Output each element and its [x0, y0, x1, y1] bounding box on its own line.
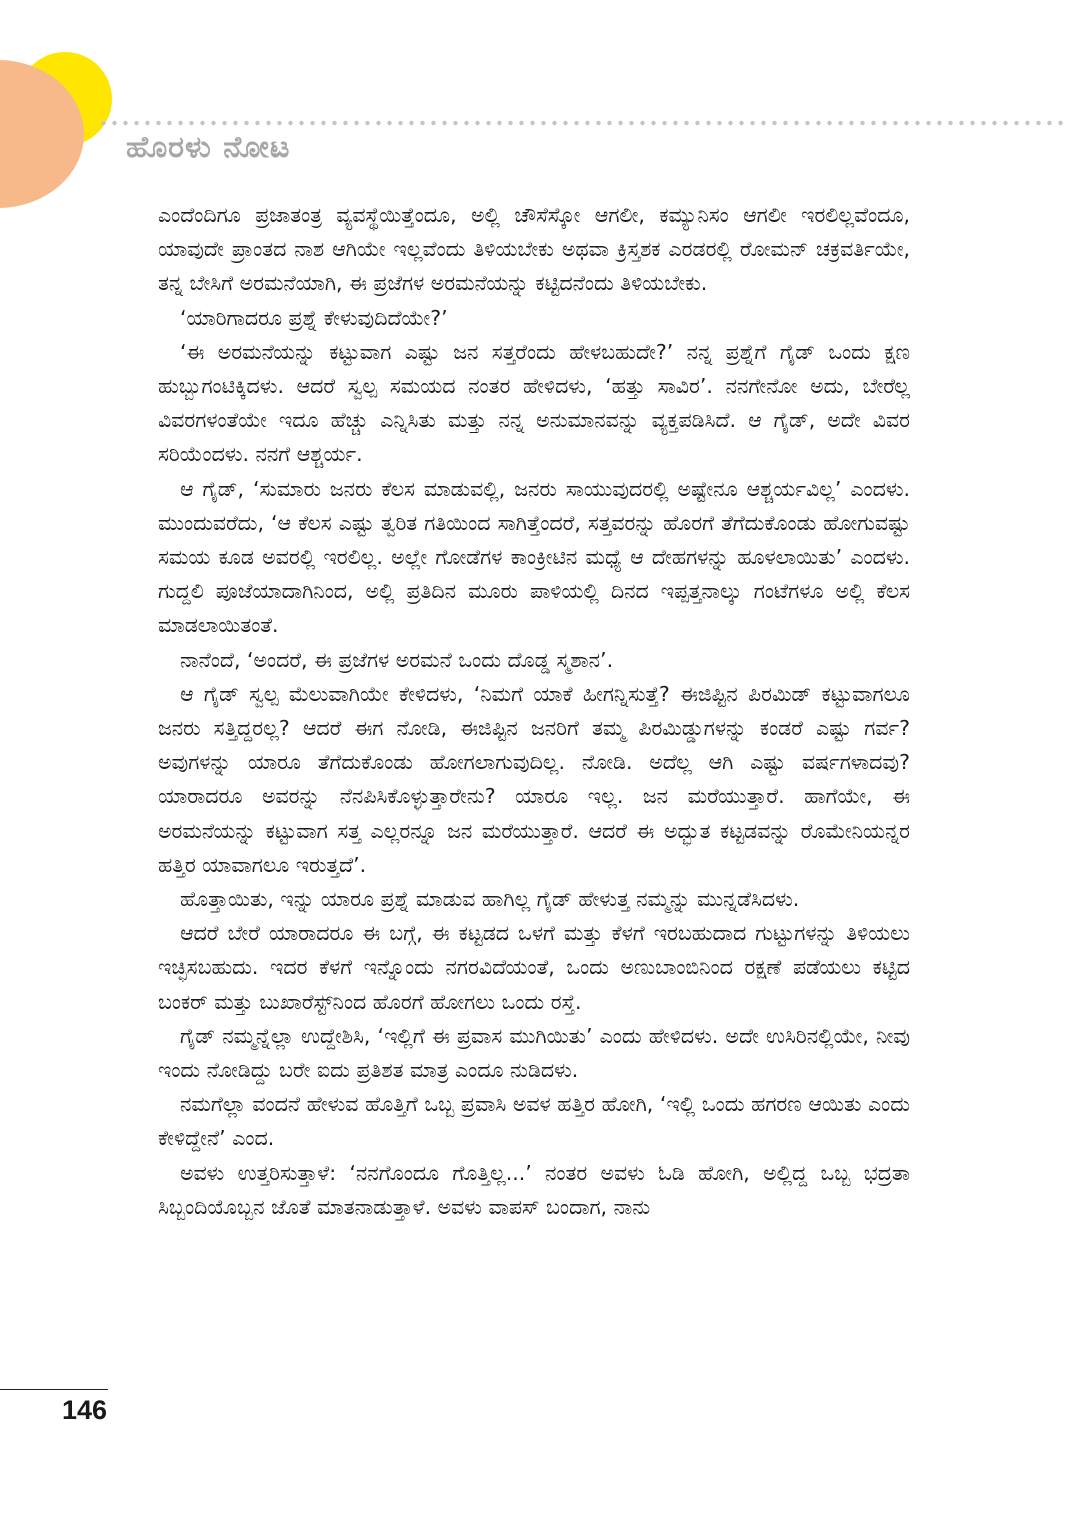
body-text [158, 198, 910, 1224]
paragraph: ‘ಯಾರಿಗಾದರೂ ಪ್ರಶ್ನೆ ಕೇಳುವುದಿದೆಯೇ?’ [180, 305, 448, 330]
dotted-header-rule [98, 120, 1068, 126]
paragraph: ಗೈಡ್ ನಮ್ಮನ್ನೆಲ್ಲಾ ಉದ್ದೇಶಿಸಿ, ‘ಇಲ್ಲಿಗೆ ಈ ಪ್ರವಾಸ ಮುಗಿಯಿತು’ ಎಂದು ಹೇಳಿದಳು. ಅದೇ ಉಸಿರಿನಲ್ಲಿಯೇ, ನೀವು ಇಂದು ನೋಡಿದ್ದು ಬರೇ ಐದು ಪ್ರತಿಶತ ಮಾತ್ರ ಎಂದೂ ನುಡಿದಳು. [158, 1023, 910, 1083]
paragraph: ಎಂದೆಂದಿಗೂ ಪ್ರಜಾತಂತ್ರ ವ್ಯವಸ್ಥೆಯಿತ್ತೆಂದೂ, ಅಲ್ಲಿ ಚೌಸೆಸ್ಕೋ ಆಗಲೀ, ಕಮ್ಯುನಿಸಂ ಆಗಲೀ ಇರಲಿಲ್ಲವೆಂದೂ, ಯಾವುದೇ ಪ್ರಾಂತದ ನಾಶ ಆಗಿಯೇ ಇಲ್ಲವೆಂದು ತಿಳಿಯಬೇಕು ಅಥವಾ ಕ್ರಿಸ್ತಶಕ ಎರಡರಲ್ಲಿ ರೋಮನ್ ಚಕ್ರವರ್ತಿಯೇ, ತನ್ನ ಬೇಸಿಗೆ ಅರಮನೆಯಾಗಿ, ಈ ಪ್ರಜೆಗಳ ಅರಮನೆಯನ್ನು ಕಟ್ಟಿದನೆಂದು ತಿಳಿಯಬೇಕು. [158, 203, 910, 296]
paragraph: ಅವಳು ಉತ್ತರಿಸುತ್ತಾಳೆ: ‘ನನಗೊಂದೂ ಗೊತ್ತಿಲ್ಲ...’ ನಂತರ ಅವಳು ಓಡಿ ಹೋಗಿ, ಅಲ್ಲಿದ್ದ ಒಬ್ಬ ಭದ್ರತಾ ಸಿಬ್ಬಂದಿಯೊಬ್ಬನ ಜೊತೆ ಮಾತನಾಡುತ್ತಾಳೆ. ಅವಳು ವಾಪಸ್ ಬಂದಾಗ, ನಾನು [158, 1160, 910, 1219]
paragraph: ‘ಈ ಅರಮನೆಯನ್ನು ಕಟ್ಟುವಾಗ ಎಷ್ಟು ಜನ ಸತ್ತರೆಂದು ಹೇಳಬಹುದೇ?’ ನನ್ನ ಪ್ರಶ್ನೆಗೆ ಗೈಡ್ ಒಂದು ಕ್ಷಣ ಹುಬ್ಬುಗಂಟಿಕ್ಕಿದಳು. ಆದರೆ ಸ್ವಲ್ಪ ಸಮಯದ ನಂತರ ಹೇಳಿದಳು, ‘ಹತ್ತು ಸಾವಿರ’. ನನಗೇನೋ ಅದು, ಬೇರೆಲ್ಲ ವಿವರಗಳಂತೆಯೇ ಇದೂ ಹೆಚ್ಚು ಎನ್ನಿಸಿತು ಮತ್ತು ನನ್ನ ಅನುಮಾನವನ್ನು ವ್ಯಕ್ತಪಡಿಸಿದೆ. ಆ ಗೈಡ್, ಅದೇ ವಿವರ ಸರಿಯೆಂದಳು. ನನಗೆ ಆಶ್ಚರ್ಯ. [158, 339, 911, 467]
page-number: 146 [62, 1395, 108, 1425]
paragraph: ಆ ಗೈಡ್ ಸ್ವಲ್ಪ ಮೆಲುವಾಗಿಯೇ ಕೇಳಿದಳು, ‘ನಿಮಗೆ ಯಾಕೆ ಹೀಗನ್ನಿಸುತ್ತೆ? ಈಜಿಪ್ಟಿನ ಪಿರಮಿಡ್ ಕಟ್ಟುವಾಗಲೂ ಜನರು ಸತ್ತಿದ್ದರಲ್ಲ? ಆದರೆ ಈಗ ನೋಡಿ, ಈಜಿಪ್ಟಿನ ಜನರಿಗೆ ತಮ್ಮ ಪಿರಮಿಡ್ಡುಗಳನ್ನು ಕಂಡರೆ ಎಷ್ಟು ಗರ್ವ? ಅವುಗಳನ್ನು ಯಾರೂ ತೆಗೆದುಕೊಂಡು ಹೋಗಲಾಗುವುದಿಲ್ಲ. ನೋಡಿ. ಅದೆಲ್ಲ ಆಗಿ ಎಷ್ಟು ವರ್ಷಗಳಾದವು? ಯಾರಾದರೂ ಅವರನ್ನು ನೆನಪಿಸಿಕೊಳ್ಳುತ್ತಾರೇನು? ಯಾರೂ ಇಲ್ಲ. ಜನ ಮರೆಯುತ್ತಾರೆ. ಹಾಗೆಯೇ, ಈ ಅರಮನೆಯನ್ನು ಕಟ್ಟುವಾಗ ಸತ್ತ ಎಲ್ಲರನ್ನೂ ಜನ ಮರೆಯುತ್ತಾರೆ. ಆದರೆ ಈ ಅದ್ಭುತ ಕಟ್ಟಡವನ್ನು ರೊಮೇನಿಯನ್ನರ ಹತ್ತಿರ ಯಾವಾಗಲೂ ಇರುತ್ತದೆ’. [158, 681, 910, 877]
paragraph: ಆದರೆ ಬೇರೆ ಯಾರಾದರೂ ಈ ಬಗ್ಗೆ, ಈ ಕಟ್ಟಡದ ಒಳಗೆ ಮತ್ತು ಕೆಳಗೆ ಇರಬಹುದಾದ ಗುಟ್ಟುಗಳನ್ನು ತಿಳಿಯಲು ಇಚ್ಛಿಸಬಹುದು. ಇದರ ಕೆಳಗೆ ಇನ್ನೊಂದು ನಗರವಿದೆಯಂತೆ, ಒಂದು ಅಣುಬಾಂಬಿನಿಂದ ರಕ್ಷಣೆ ಪಡೆಯಲು ಕಟ್ಟಿದ ಬಂಕರ್ ಮತ್ತು ಬುಖಾರೆಸ್ಟ್‌ನಿಂದ ಹೊರಗೆ ಹೋಗಲು ಒಂದು ರಸ್ತೆ. [158, 921, 910, 1014]
paragraph: ನಮಗೆಲ್ಲಾ ವಂದನೆ ಹೇಳುವ ಹೊತ್ತಿಗೆ ಒಬ್ಬ ಪ್ರವಾಸಿ ಅವಳ ಹತ್ತಿರ ಹೋಗಿ, ‘ಇಲ್ಲಿ ಒಂದು ಹಗರಣ ಆಯಿತು ಎಂದು ಕೇಳಿದ್ದೇನೆ’ ಎಂದ. [158, 1092, 910, 1151]
paragraph: ಹೊತ್ತಾಯಿತು, ಇನ್ನು ಯಾರೂ ಪ್ರಶ್ನೆ ಮಾಡುವ ಹಾಗಿಲ್ಲ ಗೈಡ್ ಹೇಳುತ್ತ ನಮ್ಮನ್ನು ಮುನ್ನಡೆಸಿದಳು. [180, 887, 800, 912]
paragraph: ನಾನೆಂದೆ, ‘ಅಂದರೆ, ಈ ಪ್ರಜೆಗಳ ಅರಮನೆ ಒಂದು ದೊಡ್ಡ ಸ್ಮಶಾನ’. [180, 647, 614, 672]
footer-rule [0, 1389, 108, 1390]
section-title: ಹೊರಳು ನೋಟ [126, 130, 291, 165]
paragraph: ಆ ಗೈಡ್, ‘ಸುಮಾರು ಜನರು ಕೆಲಸ ಮಾಡುವಲ್ಲಿ, ಜನರು ಸಾಯುವುದರಲ್ಲಿ ಅಷ್ಟೇನೂ ಆಶ್ಚರ್ಯವಿಲ್ಲ’ ಎಂದಳು. ಮುಂದುವರೆದು, ‘ಆ ಕೆಲಸ ಎಷ್ಟು ತ್ವರಿತ ಗತಿಯಿಂದ ಸಾಗಿತ್ತೆಂದರೆ, ಸತ್ತವರನ್ನು ಹೊರಗೆ ತೆಗೆದುಕೊಂಡು ಹೋಗುವಷ್ಟು ಸಮಯ ಕೂಡ ಅವರಲ್ಲಿ ಇರಲಿಲ್ಲ. ಅಲ್ಲೇ ಗೋಡೆಗಳ ಕಾಂಕ್ರೀಟಿನ ಮಧ್ಯೆ ಆ ದೇಹಗಳನ್ನು ಹೂಳಲಾಯಿತು’ ಎಂದಳು. ಗುದ್ದಲಿ ಪೂಜೆಯಾದಾಗಿನಿಂದ, ಅಲ್ಲಿ ಪ್ರತಿದಿನ ಮೂರು ಪಾಳಿಯಲ್ಲಿ ದಿನದ ಇಪ್ಪತ್ತನಾಲ್ಕು ಗಂಟೆಗಳೂ ಅಲ್ಲಿ ಕೆಲಸ ಮಾಡಲಾಯಿತಂತೆ. [158, 476, 910, 638]
